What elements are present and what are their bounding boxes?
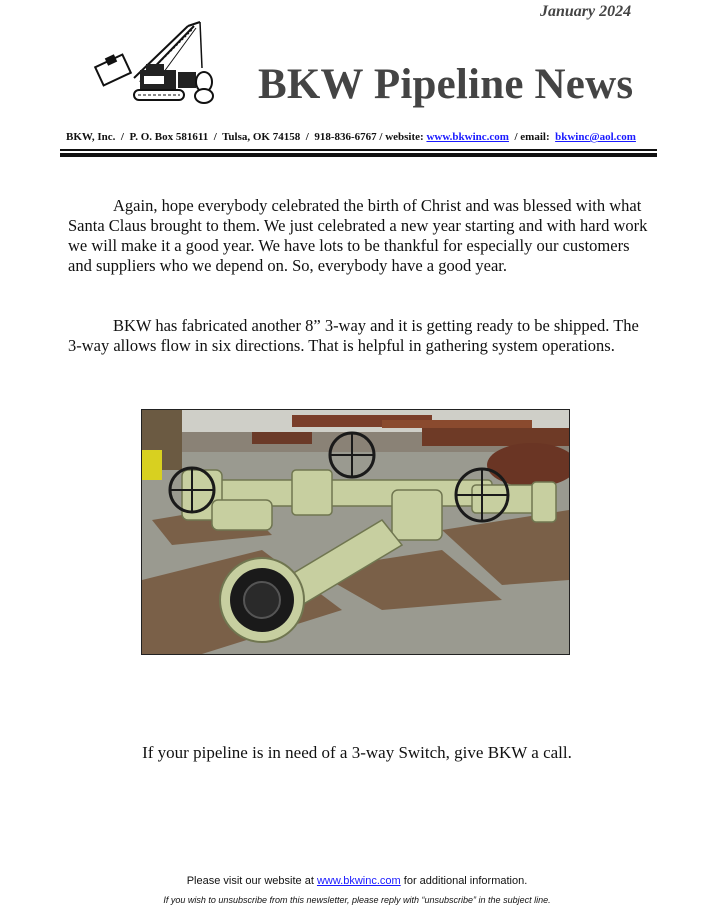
company-name: BKW, Inc. (66, 131, 116, 143)
footer-website-link[interactable]: www.bkwinc.com (316, 875, 401, 887)
paragraph-new-year: Again, hope everybody celebrated the birth of Christ and was blessed with what Santa Claus brought to them. We just celebrated a new year starting and with hard work we will make it a good year. We have lots to be thankful for especially our customers and suppliers who we depend on. So, everybody have a good year. (68, 196, 648, 275)
city-address: Tulsa, OK 74158 (222, 131, 301, 143)
footer-visit-prefix: Please visit our website at (186, 875, 314, 887)
email-label: email: (520, 131, 550, 143)
header-rule-thin (60, 149, 657, 151)
paragraph-3-way: BKW has fabricated another 8” 3-way and it is getting ready to be shipped. The 3-way allows flow in six directions. That is helpful in gathering system operations. (68, 316, 639, 355)
phone-number: 918-836-6767 (314, 131, 377, 143)
footer-visit-suffix: for additional information. (403, 875, 528, 887)
footer-unsubscribe-note: If you wish to unsubscribe from this newsletter, please reply with “unsubscribe” in the subject line. (163, 895, 551, 905)
pipeline-sideboom-tractor-icon (88, 18, 218, 106)
3-way-valve-assembly-photo (141, 409, 570, 655)
website-label: website: (385, 131, 424, 143)
header-rule-thick (60, 153, 657, 157)
website-link[interactable]: www.bkwinc.com (426, 131, 509, 143)
email-link[interactable]: bkwinc@aol.com (555, 131, 636, 143)
contact-line: BKW, Inc. / P. O. Box 581611 / Tulsa, OK 74158 / 918-836-6767 / website: www.bkwinc.com / email: bkwinc@aol.com (66, 131, 636, 143)
newsletter-date: January 2024 (540, 3, 632, 20)
po-box: P. O. Box 581611 (129, 131, 209, 143)
newsletter-title: BKW Pipeline News (258, 61, 634, 108)
call-to-action: If your pipeline is in need of a 3-way Switch, give BKW a call. (142, 743, 572, 762)
footer-visit-line (0, 875, 714, 887)
